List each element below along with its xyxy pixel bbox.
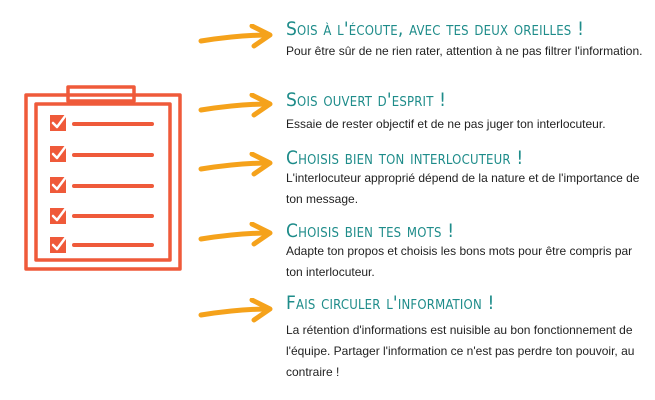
- checklist-row: [50, 146, 152, 162]
- hand-drawn-arrow-icon: [198, 152, 276, 182]
- tip-description: Pour être sûr de ne rien rater, attention à ne pas filtrer l'information.: [286, 44, 643, 58]
- checklist-row: [50, 177, 152, 193]
- tip-description: Adapte ton propos et choisis les bons mots pour être compris par ton interlocuteur.: [286, 244, 633, 279]
- checklist-row: [50, 208, 152, 224]
- hand-drawn-arrow-icon: [198, 93, 276, 123]
- tip-description: Essaie de rester objectif et de ne pas juger ton interlocuteur.: [286, 117, 606, 131]
- clipboard-checklist-icon: [24, 84, 184, 272]
- checklist-row: [50, 115, 152, 131]
- tip-title: Sois ouvert d'esprit !: [286, 89, 447, 111]
- hand-drawn-arrow-icon: [198, 24, 276, 54]
- tip-title: Sois à l'écoute, avec tes deux oreilles !: [286, 18, 585, 40]
- hand-drawn-arrow-icon: [198, 222, 276, 252]
- tip-title: Fais circuler l'information !: [286, 292, 495, 314]
- checklist-rows: [50, 115, 152, 253]
- checklist-row: [50, 237, 152, 253]
- tip-title: Choisis bien ton interlocuteur !: [286, 147, 524, 169]
- tip-title: Choisis bien tes mots !: [286, 220, 455, 242]
- tip-description: La rétention d'informations est nuisible au bon fonctionnement de l'équipe. Partager l'information ce n'est pas perdre ton pouvoir, au contraire !: [286, 323, 635, 379]
- tip-description: L'interlocuteur approprié dépend de la nature et de l'importance de ton message.: [286, 171, 640, 206]
- hand-drawn-arrow-icon: [198, 298, 276, 328]
